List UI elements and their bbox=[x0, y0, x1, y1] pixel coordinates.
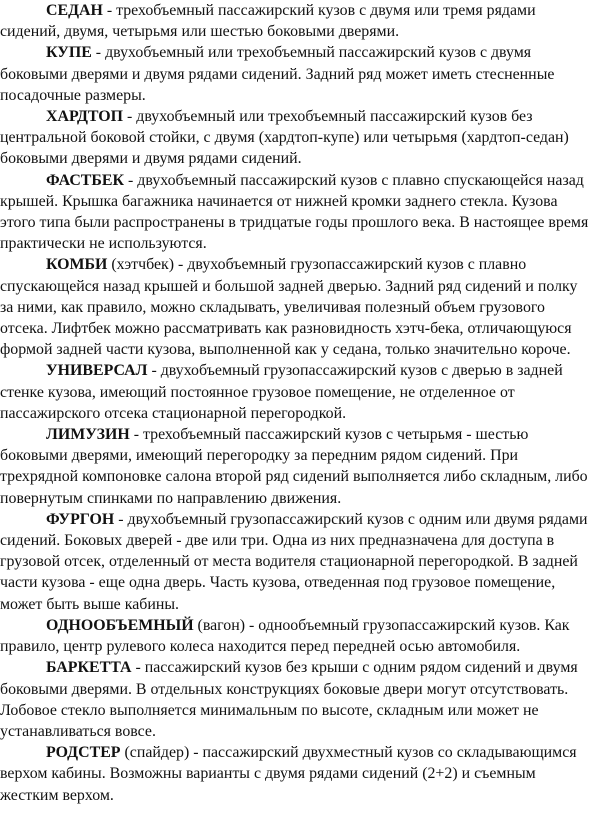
entry-term: КУПЕ bbox=[46, 44, 92, 62]
entry-hardtop bbox=[0, 106, 591, 170]
entry-sedan bbox=[0, 0, 591, 42]
entry-definition: - двухобъемный или трехобъемный пассажирский кузов с двумя боковыми дверями и двумя рядами сидений. Задний ряд может иметь стесненные посадочные размеры. bbox=[0, 44, 555, 104]
entry-definition: - трехобъемный пассажирский кузов с четырьмя - шестью боковыми дверями, имеющий перегородку за передним рядом сидений. При трехрядной компоновке салона второй ряд сидений выполняется либо складным, либо повернутым спинками по направлению движения. bbox=[0, 426, 588, 507]
entry-term: ОДНООБЪЕМНЫЙ bbox=[46, 616, 194, 634]
entry-term: ЛИМУЗИН bbox=[46, 426, 130, 444]
entry-barchetta bbox=[0, 657, 591, 742]
entry-term: ХАРДТОП bbox=[46, 108, 124, 126]
entry-one-volume bbox=[0, 615, 591, 657]
entry-definition: - двухобъемный грузопассажирский кузов с одним или двумя рядами сидений. Боковых дверей - две или три. Одна из них предназначена для доступа в грузовой отсек, отделенный от места водителя стационарной перегородкой. В задней части кузова - еще одна дверь. Часть кузова, отведенная под грузовое помещение, может быть выше кабины. bbox=[0, 510, 588, 613]
entry-kombi bbox=[0, 254, 591, 360]
entry-definition: - трехобъемный пассажирский кузов с двумя или тремя рядами сидений, двумя, четырьмя или шестью боковыми дверями. bbox=[0, 2, 536, 41]
entry-paren: (хэтчбек) bbox=[107, 256, 175, 274]
entry-term: БАРКЕТТА bbox=[46, 659, 132, 677]
entry-definition: - двухобъемный грузопассажирский кузов с плавно спускающейся назад крышей и большой задней дверью. Задний ряд сидений и полку за ними, как правило, можно складывать, увеличивая полезный объем грузового отсека. Лифтбек можно рассматривать как разновидность хэтч-бека, отличающуюся формой задней части кузова, выполненной как у седана, только значительно короче. bbox=[0, 256, 578, 359]
entry-definition: - двухобъемный пассажирский кузов с плавно спускающейся назад крышей. Крышка багажника начинается от нижней кромки заднего стекла. Кузова этого типа были распространены в тридцатые годы прошлого века. В настоящее время практически не используются. bbox=[0, 171, 589, 253]
entry-universal bbox=[0, 360, 591, 424]
entry-definition: - пассажирский кузов без крыши с одним рядом сидений и двумя боковыми дверями. В отдельных конструкциях боковые двери могут отсутствовать. Лобовое стекло выполняется минимальным по высоте, складным или может не устанавливаться вовсе. bbox=[0, 659, 578, 740]
entry-term: УНИВЕРСАЛ bbox=[46, 362, 148, 380]
entry-term: РОДСТЕР bbox=[46, 744, 121, 762]
entry-term: КОМБИ bbox=[46, 256, 108, 274]
entry-roadster bbox=[0, 742, 591, 806]
entry-definition: - двухобъемный или трехобъемный пассажирский кузов без центральной боковой стойки, с двумя (хардтоп-купе) или четырьмя (хардтоп-седан) боковыми дверями и двумя рядами сидений. bbox=[0, 108, 569, 168]
entry-furgon bbox=[0, 509, 591, 615]
entry-definition: - двухобъемный грузопассажирский кузов с дверью в задней стенке кузова, имеющий постоянное грузовое помещение, не отделенное от пассажирского отсека стационарной перегородкой. bbox=[0, 362, 563, 422]
entry-term: СЕДАН bbox=[46, 2, 103, 19]
entry-paren: (спайдер) bbox=[120, 744, 190, 762]
entry-term: ФАСТБЕК bbox=[46, 171, 125, 189]
entry-term: ФУРГОН bbox=[46, 510, 115, 528]
entry-paren: (вагон) bbox=[193, 616, 246, 634]
entry-definition: - пассажирский двухместный кузов со складывающимся верхом кабины. Возможны варианты с двумя рядами сидений (2+2) и съемным жестким верхом. bbox=[0, 744, 577, 804]
entry-definition: - однообъемный грузопассажирский кузов. Как правило, центр рулевого колеса находится перед передней осью автомобиля. bbox=[0, 616, 570, 656]
entry-limousine bbox=[0, 424, 591, 509]
entry-fastback bbox=[0, 170, 591, 255]
entry-coupe bbox=[0, 42, 591, 106]
